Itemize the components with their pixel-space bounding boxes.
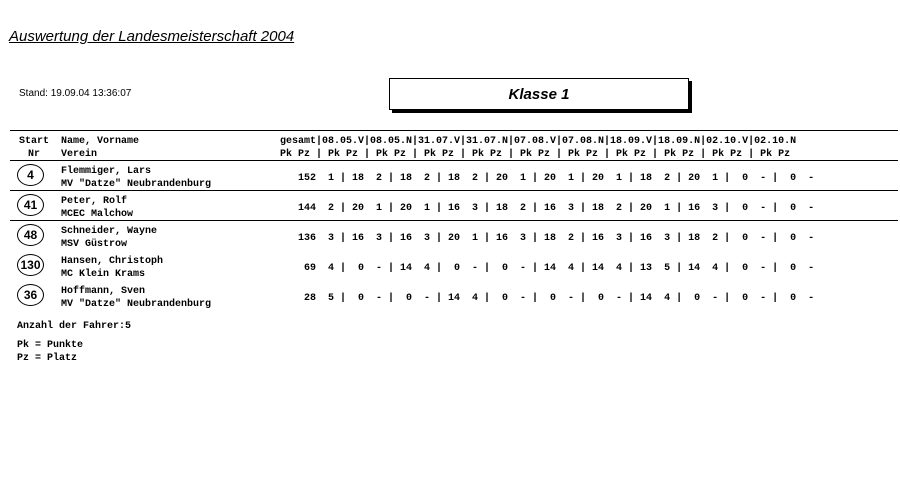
driver-verein: MV "Datze" Neubrandenburg xyxy=(61,299,212,310)
legend-pz: Pz = Platz xyxy=(17,353,78,364)
start-number-badge: 41 xyxy=(17,194,44,216)
start-number-badge: 48 xyxy=(17,224,44,246)
table-row xyxy=(0,282,900,312)
header-start-nr: Start Nr xyxy=(18,136,49,160)
driver-name-verein xyxy=(61,255,163,281)
table-row xyxy=(0,162,900,192)
row-separator xyxy=(10,190,898,191)
header-results-line1: gesamt|08.05.V|08.05.N|31.07.V|31.07.N|07.08.V|07.08.N|18.09.V|18.09.N|02.10.V|02.10.N xyxy=(280,136,797,147)
table-row xyxy=(0,222,900,252)
driver-name-verein xyxy=(61,165,211,191)
header-results-line2: Pk Pz | Pk Pz | Pk Pz | Pk Pz | Pk Pz | Pk Pz | Pk Pz | Pk Pz | Pk Pz | Pk Pz | Pk Pz xyxy=(280,149,791,160)
row-separator xyxy=(10,220,898,221)
driver-name-verein xyxy=(61,285,211,311)
driver-results: 69 4 | 0 - | 14 4 | 0 - | 0 - | 14 4 | 14 4 | 13 5 | 14 4 | 0 - | 0 - xyxy=(280,263,815,274)
klasse-box: Klasse 1 xyxy=(389,78,689,110)
driver-verein: MC Klein Krams xyxy=(61,269,146,280)
table-row xyxy=(0,192,900,222)
stand-timestamp: Stand: 19.09.04 13:36:07 xyxy=(19,88,132,99)
driver-name: Hansen, Christoph xyxy=(61,256,164,267)
document-title: Auswertung der Landesmeisterschaft 2004 xyxy=(9,28,295,45)
driver-count: Anzahl der Fahrer:5 xyxy=(17,321,132,332)
driver-name: Peter, Rolf xyxy=(61,196,128,207)
header-name-verein: Name, Vorname Verein xyxy=(61,136,140,160)
driver-results: 28 5 | 0 - | 0 - | 14 4 | 0 - | 0 - | 0 - | 14 4 | 0 - | 0 - | 0 - xyxy=(280,293,815,304)
driver-name: Hoffmann, Sven xyxy=(61,286,146,297)
start-number-badge: 4 xyxy=(17,164,44,186)
driver-verein: MSV Güstrow xyxy=(61,239,128,250)
start-number-badge: 130 xyxy=(17,254,44,276)
driver-results: 144 2 | 20 1 | 20 1 | 16 3 | 18 2 | 16 3 | 18 2 | 20 1 | 16 3 | 0 - | 0 - xyxy=(280,203,815,214)
driver-verein: MV "Datze" Neubrandenburg xyxy=(61,179,212,190)
header-results xyxy=(280,135,796,161)
table-row xyxy=(0,252,900,282)
start-number-badge: 36 xyxy=(17,284,44,306)
driver-name: Schneider, Wayne xyxy=(61,226,158,237)
header-bottom-rule xyxy=(10,160,898,161)
driver-results: 136 3 | 16 3 | 16 3 | 20 1 | 16 3 | 18 2 | 16 3 | 16 3 | 18 2 | 0 - | 0 - xyxy=(280,233,815,244)
legend-pk: Pk = Punkte xyxy=(17,340,84,351)
driver-verein: MCEC Malchow xyxy=(61,209,134,220)
driver-results: 152 1 | 18 2 | 18 2 | 18 2 | 20 1 | 20 1 | 20 1 | 18 2 | 20 1 | 0 - | 0 - xyxy=(280,173,815,184)
driver-name: Flemmiger, Lars xyxy=(61,166,152,177)
driver-name-verein xyxy=(61,225,157,251)
header-top-rule xyxy=(10,130,898,131)
driver-name-verein xyxy=(61,195,133,221)
